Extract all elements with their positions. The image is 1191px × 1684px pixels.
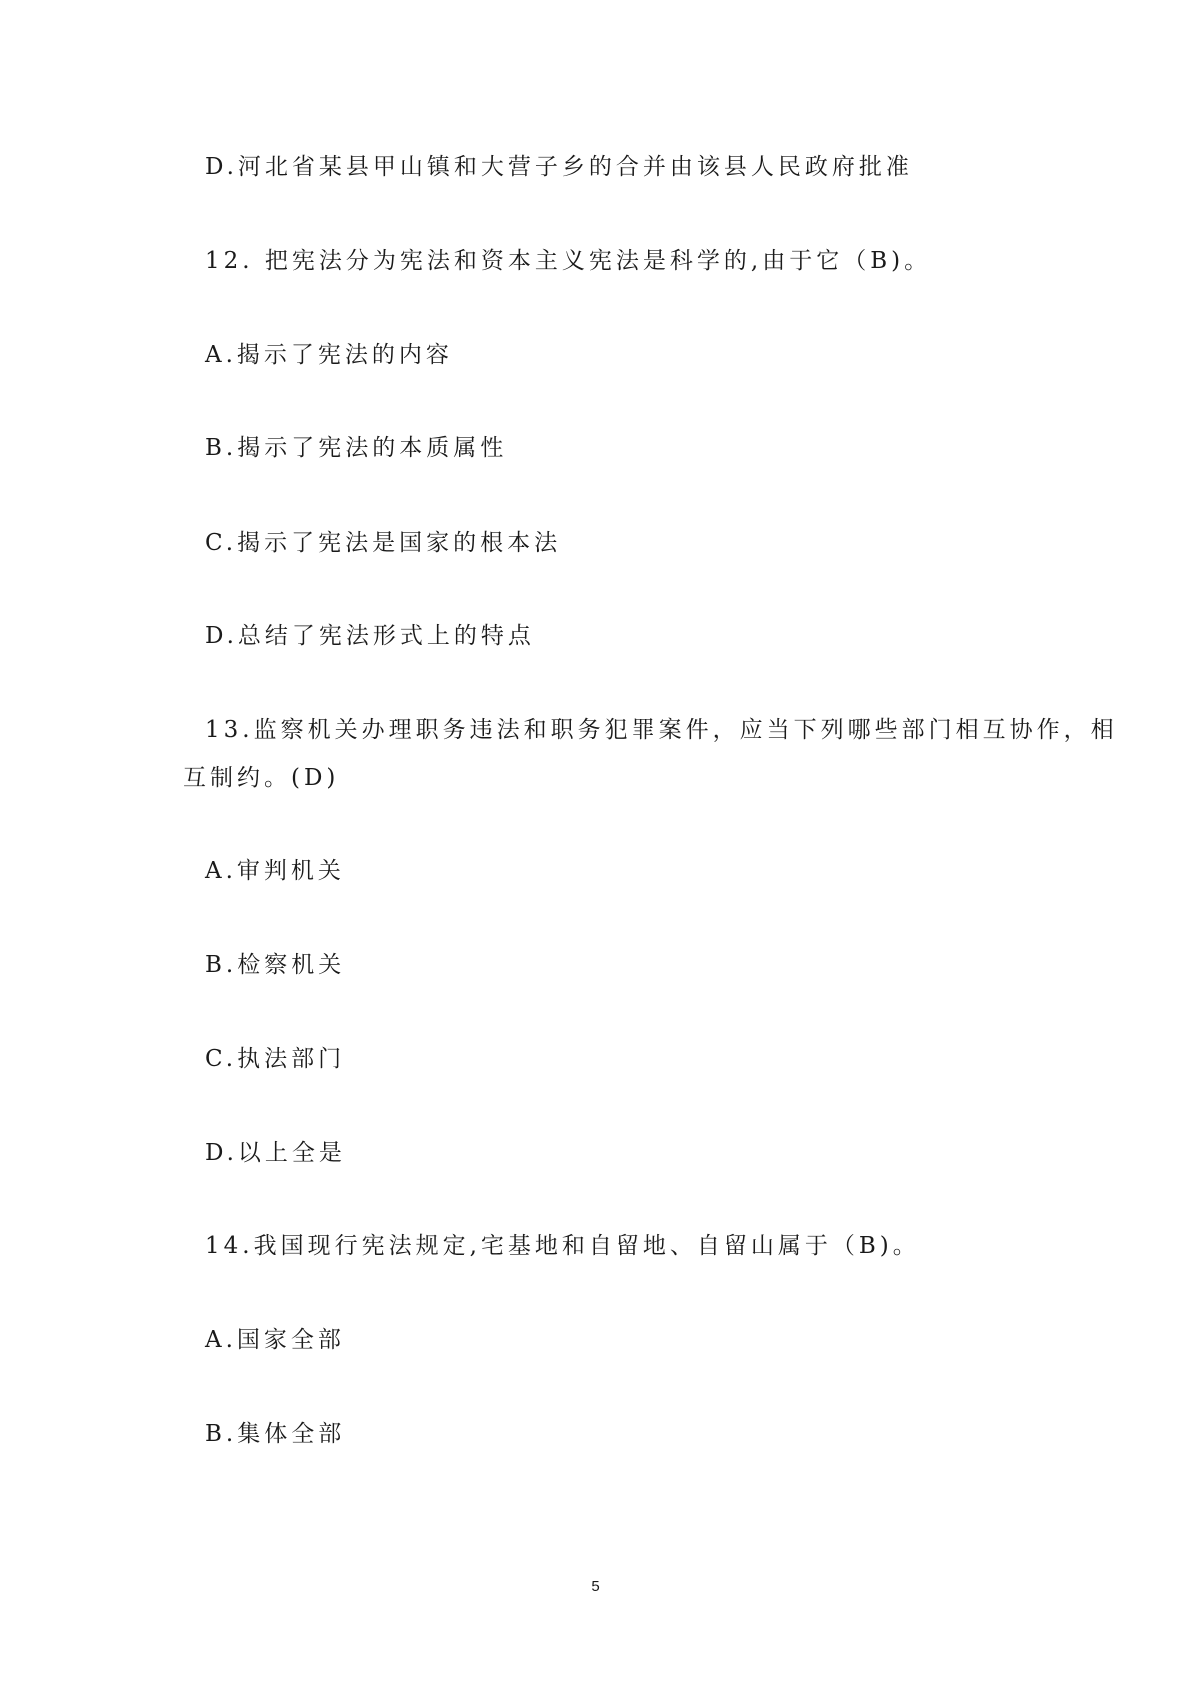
question-14: 14.我国现行宪法规定,宅基地和自留地、自留山属于（B)。 [205,1233,920,1259]
option-13-c: C.执法部门 [205,1046,346,1072]
page-number: 5 [591,1578,600,1595]
option-12-b: B.揭示了宪法的本质属性 [205,435,508,461]
option-12-d: D.总结了宪法形式上的特点 [205,623,535,649]
option-11-d: D.河北省某县甲山镇和大营子乡的合并由该县人民政府批准 [205,154,913,180]
question-12: 12. 把宪法分为宪法和资本主义宪法是科学的,由于它（B)。 [205,248,932,274]
option-12-a: A.揭示了宪法的内容 [205,342,453,368]
option-12-c: C.揭示了宪法是国家的根本法 [205,530,562,556]
option-13-d: D.以上全是 [205,1140,346,1166]
option-13-a: A.审判机关 [205,858,345,884]
question-13-line-2: 互制约。(D) [183,765,340,791]
option-13-b: B.检察机关 [205,952,346,978]
option-14-b: B.集体全部 [205,1421,346,1447]
question-13-line-1: 13.监察机关办理职务违法和职务犯罪案件，应当下列哪些部门相互协作，相 [205,717,1118,743]
option-14-a: A.国家全部 [205,1327,345,1353]
